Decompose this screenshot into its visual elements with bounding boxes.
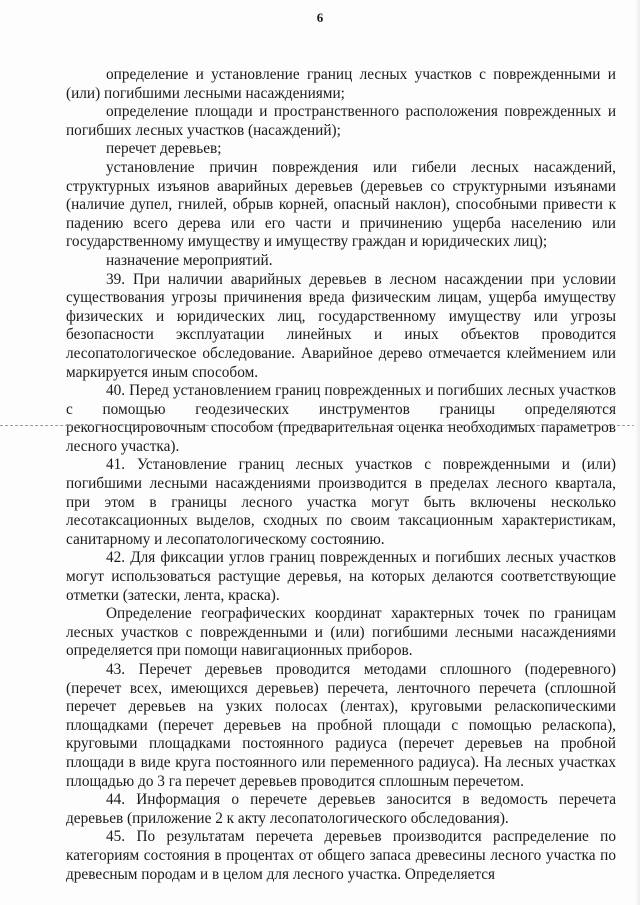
paragraph-item-41: 41. Установление границ лесных участков с поврежденными и (или) погибшими лесными насаждениями производится в пределах лесного квартала, при этом в границы лесного участка могут быть включены несколько лесотаксационных выделов, сходных по своим таксационным характеристикам, санитарному и лесопатологическому состоянию. (66, 456, 616, 548)
paragraph-item-45: 45. По результатам перечета деревьев производится распределение по категориям состояния в процентах от общего запаса древесины лесного участка по древесным породам и в целом для лесного участка. Определяется (66, 828, 616, 883)
paragraph-item-44: 44. Информация о перечете деревьев заносится в ведомость перечета деревьев (приложение 2 к акту лесопатологического обследования). (66, 791, 616, 827)
scan-artifact-line (0, 425, 640, 426)
paragraph-item-40: 40. Перед установлением границ поврежденных и погибших лесных участков с помощью геодезических инструментов границы определяются рекогносцировочным способом (предварительная оценка необходимых параметров лесного участка). (66, 382, 616, 455)
page-number: 6 (316, 10, 324, 25)
paragraph: установление причин повреждения или гибели лесных насаждений, структурных изъянов аварийных деревьев (деревьев со структурными изъянами (наличие дупел, гнилей, обрыв корней, опасный наклон), способными привести к падению всего дерева или его части и причинению ущерба населению или государственному имуществу и имуществу граждан и юридических лиц); (66, 158, 616, 251)
scan-edge-shadow (634, 0, 640, 905)
document-body (66, 66, 616, 884)
paragraph-item-39: 39. При наличии аварийных деревьев в лесном насаждении при условии существования угрозы причинения вреда физическим лицам, ущерба имуществу физических и юридических лиц, государственному имуществу или угрозы безопасности эксплуатации линейных и иных объектов проводится лесопатологическое обследование. Аварийное дерево отмечается клеймением или маркируется иным способом. (66, 270, 616, 381)
paragraph-item-42: 42. Для фиксации углов границ поврежденных и погибших лесных участков могут использоваться растущие деревья, на которых делаются соответствующие отметки (затески, лента, краска). (66, 549, 616, 604)
paragraph: назначение мероприятий. (106, 251, 273, 269)
paragraph: определение площади и пространственного расположения поврежденных и погибших лесных участков (насаждений); (66, 103, 616, 139)
paragraph: определение и установление границ лесных участков с поврежденными и (или) погибшими лесными насаждениями; (66, 66, 616, 102)
paragraph: перечет деревьев; (106, 140, 222, 158)
paragraph: Определение географических координат характерных точек по границам лесных участков с поврежденными и (или) погибшими лесными насаждениями определяется при помощи навигационных приборов. (66, 605, 616, 660)
paragraph-item-43: 43. Перечет деревьев проводится методами сплошного (подеревного) (перечет всех, имеющихся деревьев) перечета, ленточного перечета (сплошной перечет деревьев на узких полосах (лентах), круговыми реласкопическими площадками (перечет деревьев на пробной площади с помощью реласкопа), круговыми площадками постоянного радиуса (перечет деревьев на пробной площади в виде круга постоянного или переменного радиуса). На лесных участках площадью до 3 га перечет деревьев проводится сплошным перечетом. (66, 661, 616, 790)
